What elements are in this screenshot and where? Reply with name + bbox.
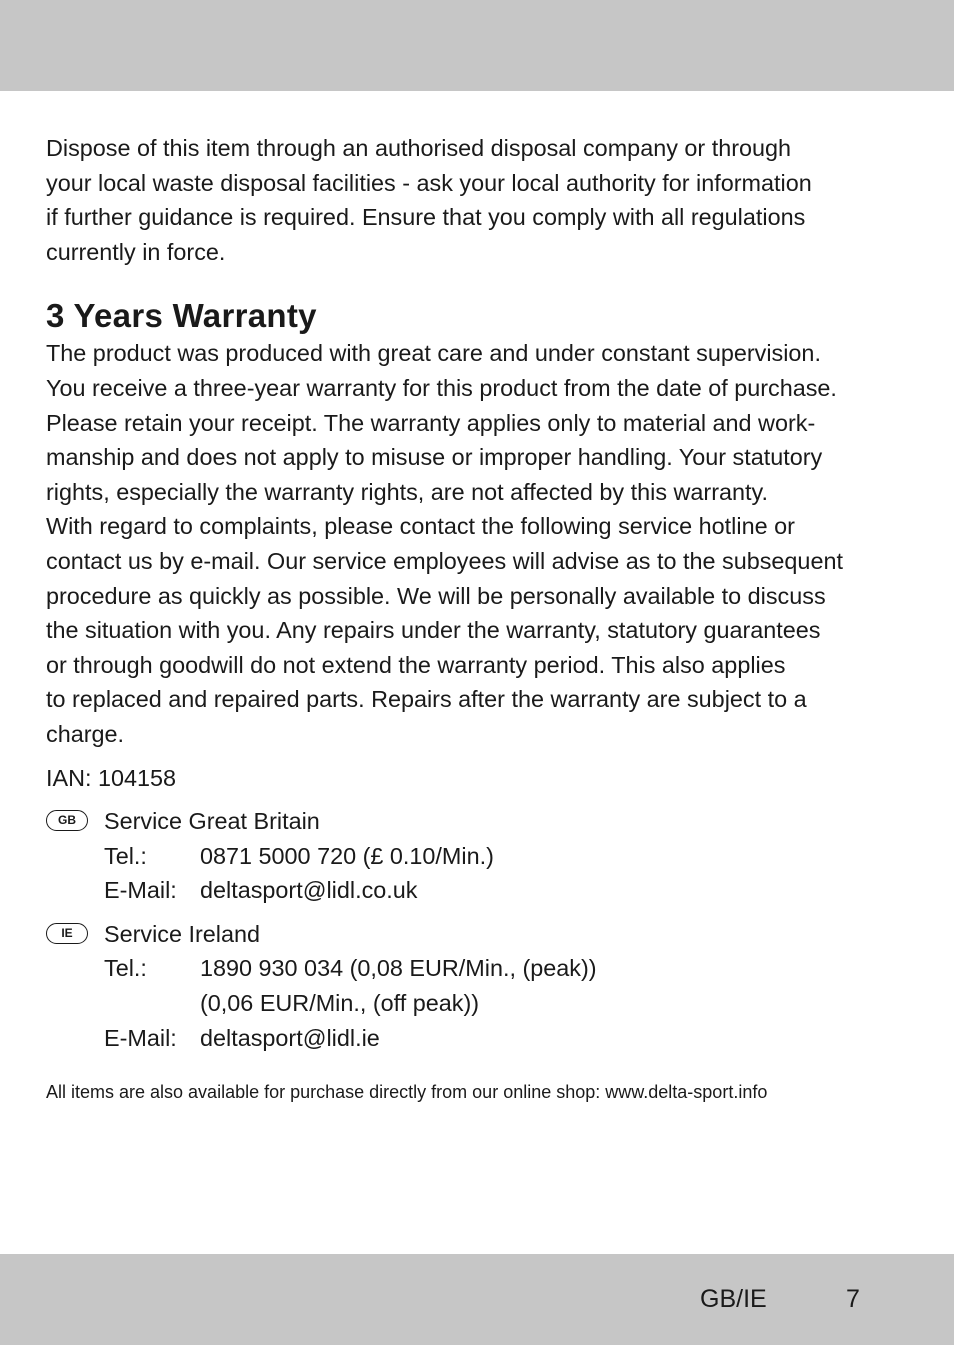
service-gb-title: Service Great Britain bbox=[104, 808, 320, 835]
ian-number: IAN: 104158 bbox=[46, 764, 177, 791]
gb-country-badge-icon: GB bbox=[46, 810, 88, 831]
service-ie-block bbox=[46, 917, 906, 1055]
online-shop-note: All items are also available for purchase directly from our online shop: www.delta-sport.info bbox=[46, 1082, 768, 1103]
header-band bbox=[0, 0, 954, 91]
service-ie-tel-offpeak: (0,06 EUR/Min., (off peak)) bbox=[200, 990, 480, 1017]
service-gb-tel-row bbox=[104, 839, 906, 874]
service-ie-email-row bbox=[104, 1021, 906, 1056]
service-ie-title: Service Ireland bbox=[104, 920, 261, 947]
footer-language: GB/IE bbox=[700, 1285, 767, 1313]
tel-label: Tel.: bbox=[104, 955, 147, 982]
service-ie-tel2-row bbox=[104, 986, 906, 1021]
spacer bbox=[104, 986, 200, 1021]
service-gb-email-row bbox=[104, 873, 906, 908]
warranty-paragraph: The product was produced with great care and under constant supervision. You receive a three-year warranty for this product from the date of purchase. Please retain your receipt. The warranty applies only to material and work- manship and does not apply to misuse or improper handling. Your statutory rights, especially the warranty rights, are not affected by this warranty. With regard to complaints, please contact the following service hotline or contact us by e-mail. Our service employees will advise as to the subsequent procedure as quickly as possible. We will be personally available to discuss the situation with you. Any repairs under the warranty, statutory guarantees or through goodwill do not extend the warranty period. This also applies to replaced and repaired parts. Repairs after the warranty are subject to a charge. bbox=[46, 340, 843, 747]
footer-band bbox=[0, 1254, 954, 1345]
warranty-heading: 3 Years Warranty bbox=[46, 297, 317, 335]
service-ie-tel-row bbox=[104, 951, 906, 986]
service-ie-tel: 1890 930 034 (0,08 EUR/Min., (peak)) bbox=[200, 955, 597, 982]
ie-country-badge-icon: IE bbox=[46, 923, 88, 944]
service-gb-tel: 0871 5000 720 (£ 0.10/Min.) bbox=[200, 842, 494, 869]
service-gb-email: deltasport@lidl.co.uk bbox=[200, 877, 418, 904]
service-gb-block bbox=[46, 804, 906, 908]
page-content bbox=[46, 131, 906, 1104]
email-label: E-Mail: bbox=[104, 877, 177, 904]
page-number: 7 bbox=[846, 1285, 860, 1313]
tel-label: Tel.: bbox=[104, 842, 147, 869]
email-label: E-Mail: bbox=[104, 1024, 177, 1051]
disposal-paragraph: Dispose of this item through an authorised disposal company or through your local waste disposal facilities - ask your local authority for information if further guidance is required. Ensure that you comply with all regulations currently in force. bbox=[46, 135, 812, 265]
service-ie-email: deltasport@lidl.ie bbox=[200, 1024, 380, 1051]
